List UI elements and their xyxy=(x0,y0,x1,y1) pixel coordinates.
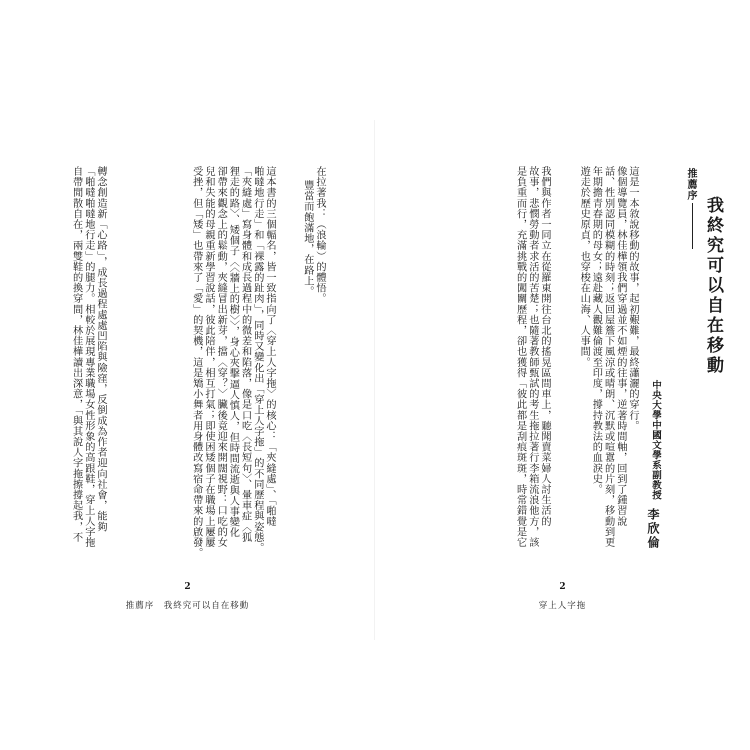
text-column: 話、性別認同模糊的時刻；返回屋簷下風涼或晴朗、沉默或喧囂的片刻，移動到更 xyxy=(602,166,614,548)
right-paragraph-2 xyxy=(513,166,550,546)
text-column: 故事，悲憫勞動者求活的苦楚；也隨著教師甄試的考生拖拉著行李箱流浪他方，該 xyxy=(526,166,538,548)
left-paragraph-3 xyxy=(69,166,106,546)
left-paragraph-1 xyxy=(301,166,325,546)
text-column: 受挫，但「矮」也帶來了「愛」的契機，這是矯小舞者用身體改寫宿命帶來的啟發。 xyxy=(190,166,202,559)
running-head: 推薦序 我終究可以自在移動 xyxy=(125,601,250,611)
running-head: 穿上人字拖 xyxy=(538,601,587,611)
text-column: 轉念創造新「心路」，成長過程處處凹陷與險窪，反倒成為作者迎向社會，能夠 xyxy=(95,166,106,532)
text-column: 自帶閒散自在，兩雙鞋的換穿間，林佳樺讀出深意，「與其說人字拖擦撐起我，不 xyxy=(70,166,82,543)
section-label: 推薦序 xyxy=(685,168,696,201)
page-title: 我終究可以自在移動 xyxy=(703,196,723,376)
text-column: 兒和失能的母親重新學習說話，彼此陪伴，相互打氣；即使困矮個子在職場上屢屢 xyxy=(202,166,214,548)
page-number: 2 xyxy=(184,582,191,592)
text-column: 在拉著我：（浪輪）的體悟。 xyxy=(314,166,325,304)
left-footer xyxy=(0,582,375,611)
text-column: 「夾縫處」寫身體和成長過程中的微差和陷落，像是口吃〈長短句〉、暈車症〈狐 xyxy=(239,166,251,543)
text-column: 遊走於歷史原貞，也穿梭在山海、人事間。 xyxy=(578,166,590,368)
text-column: 是負重而行，充滿挑戰的闖關歷程，卻也獲得「彼此都是刮痕斑斑，時常錯覺是它 xyxy=(514,166,526,548)
right-page xyxy=(375,0,750,750)
text-column: 狸走的路〉、矮個子〈〈牆上的樹〉〉，身心夾擊逼人慎人，但時間流逝與人事變化 xyxy=(227,166,239,538)
author-name: 李欣倫 xyxy=(646,508,660,550)
author-affiliation: 中央大學中國文學系副教授 xyxy=(650,380,661,500)
text-column: 卻帶來觀念上的鬆動，夾縫冒出新芽，擋〈穿？〉臟後竟迎來開闊視野：口吃的女 xyxy=(215,166,227,548)
text-column: 年期擔青春期的母女；遠赴藏人觀難倫渡至印度，撐持教法的血淚史。 xyxy=(590,166,602,495)
text-column: 啪噠地行走」和「裸露的趾肉」，同時又變化出「穿上人字拖」的不同歷程與姿態。 xyxy=(251,166,263,554)
right-paragraph-1 xyxy=(577,166,638,546)
text-column: 像個導覽員，林佳樺領我們穿過並不如煙的往事，逆著時間軸，回到了鍾習說 xyxy=(614,166,626,527)
text-column: 「啪噠啪噠地行走」的腿力。相較於展現專業職場女性形象的高跟鞋，穿上人字拖 xyxy=(82,166,94,548)
page-number: 2 xyxy=(559,582,566,592)
text-column: 我們與作者一同立在從羅東開往台北的搖晃區間車上，聽聞賣菜婦人討生活的 xyxy=(539,166,550,527)
text-column: 這是一本敘說移動的故事，起初艱難，最終瀟灑的穿行。 xyxy=(627,166,638,431)
section-rule xyxy=(692,203,693,249)
right-footer xyxy=(375,582,750,611)
text-column: 這本書的三個輻名，皆一致指向了〈穿上人字拖〉的核心：「夾縫處」、「啪噠 xyxy=(264,166,275,527)
text-column: 豐當而飽滿地，在路上。 xyxy=(301,180,313,297)
left-paragraph-2 xyxy=(190,166,275,559)
